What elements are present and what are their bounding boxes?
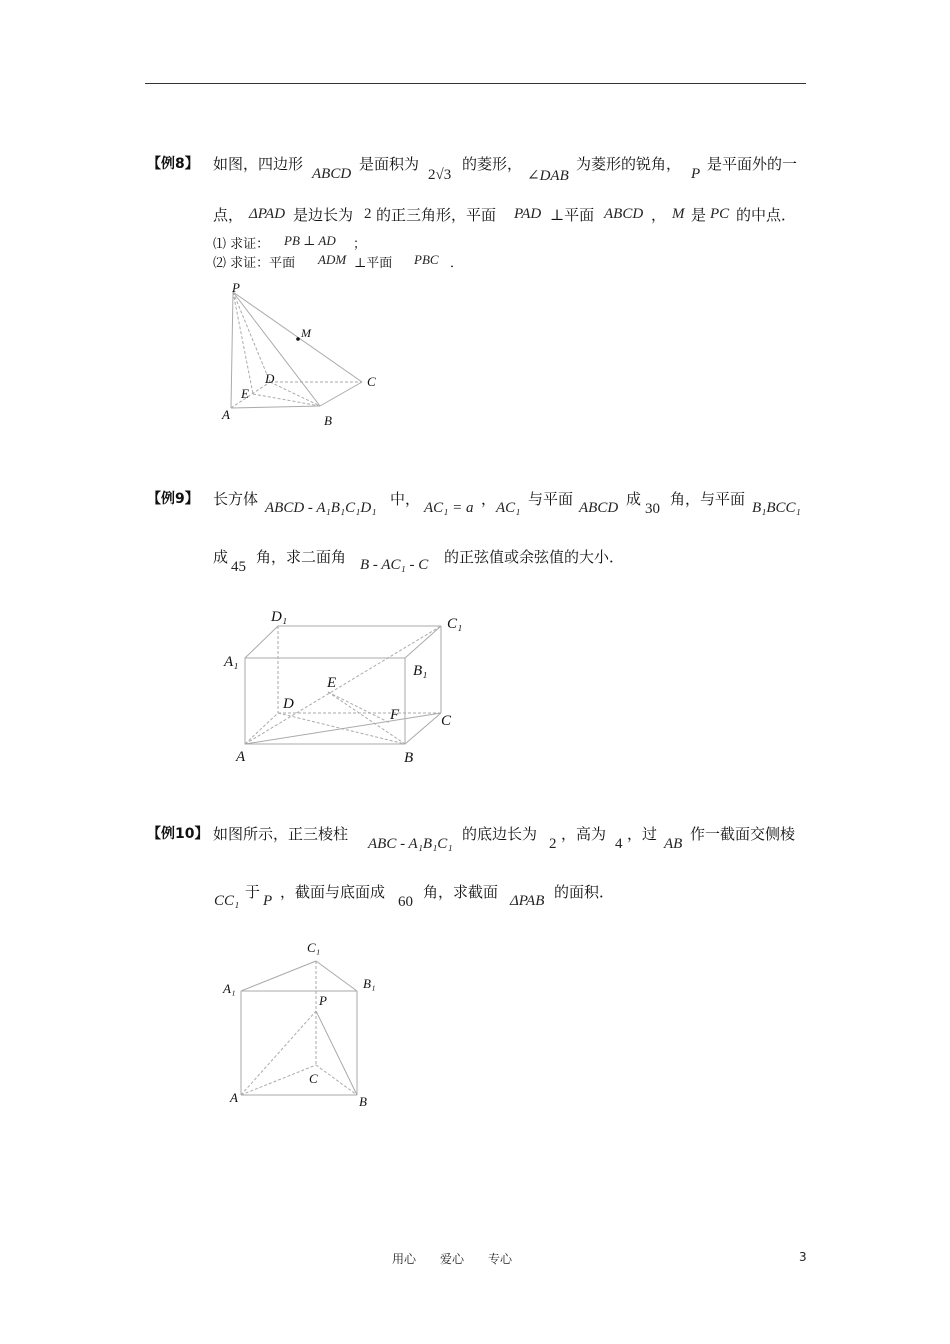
ex8-text: ． (450, 256, 464, 271)
example-10-tag: 【例10】 (147, 826, 209, 842)
label-b: B (324, 413, 332, 428)
ex8-math: ABCD (312, 166, 352, 182)
ex10-text: 作一截面交侧棱 (690, 825, 796, 843)
ex8-math: PAD (514, 206, 542, 222)
example-9-tag: 【例9】 (147, 491, 199, 507)
ex8-math: ∠DAB (527, 168, 569, 184)
label-p: P (319, 993, 327, 1008)
ex8-math: PB ⊥ AD (284, 233, 336, 248)
header-rule (145, 83, 806, 84)
label-b1: B₁ (363, 976, 376, 991)
ex8-text: 如图，四边形 (213, 155, 304, 173)
label-a1: A₁ (224, 654, 239, 670)
ex10-math: ABC - A₁B₁C₁ (368, 836, 453, 852)
ex9-text: 中， (390, 490, 421, 508)
ex10-text: 的面积． (554, 883, 615, 901)
ex8-math: PBC (414, 252, 439, 267)
ex8-math: 2√3 (428, 167, 452, 183)
ex8-text: 为菱形的锐角， (576, 155, 682, 173)
ex8-text: 是边长为 (293, 206, 354, 224)
label-a1: A₁ (223, 981, 236, 996)
ex9-math: AC₁ (496, 500, 521, 516)
label-e: E (241, 386, 249, 401)
figure-ex9-box (215, 600, 480, 770)
ex9-math: ABCD (579, 500, 619, 516)
ex9-math: B₁BCC₁ (752, 500, 801, 516)
label-c: C (441, 713, 452, 729)
ex8-text: 是 (691, 206, 707, 224)
ex9-text: 角，与平面 (670, 490, 746, 508)
label-b1: B₁ (413, 663, 428, 679)
ex10-text: 角，求截面 (423, 883, 499, 901)
ex10-math: 60 (398, 894, 413, 910)
ex8-text: ⊥平面 (354, 256, 393, 271)
ex8-text: 是平面外的一 (707, 155, 798, 173)
ex9-text: ， (481, 490, 497, 508)
ex8-math: P (691, 166, 701, 182)
ex8-math: ADM (318, 252, 347, 267)
label-c: C (309, 1071, 318, 1086)
ex8-math: 2 (364, 206, 372, 222)
ex10-text: ，截面与底面成 (280, 883, 386, 901)
ex8-q2: ⑵ 求证：平面 (213, 256, 296, 271)
ex9-text: 与平面 (528, 490, 574, 508)
example-8-tag: 【例8】 (147, 156, 199, 172)
label-b: B (404, 750, 414, 766)
label-d: D (283, 696, 294, 712)
ex10-text: ，过 (627, 825, 658, 843)
ex8-math: M (672, 206, 685, 222)
ex10-math: 4 (615, 836, 623, 852)
label-d1: D₁ (271, 609, 288, 625)
label-d: D (265, 371, 275, 386)
ex10-text: 的底边长为 (462, 825, 538, 843)
label-a: A (236, 749, 246, 765)
ex9-math: AC₁ = a (424, 500, 474, 516)
ex8-q1: ⑴ 求证： (213, 237, 270, 252)
ex9-math: 30 (645, 501, 660, 517)
footer-slogan: 用心 爱心 专心 (392, 1252, 513, 1266)
figure-ex10-prism (215, 935, 395, 1115)
label-a: A (222, 407, 230, 422)
ex9-text: 成 (213, 548, 229, 566)
ex10-math: AB (664, 836, 683, 852)
label-a: A (230, 1090, 238, 1105)
ex10-text: 于 (245, 883, 261, 901)
ex8-math: ABCD (604, 206, 644, 222)
ex8-text: ， (651, 206, 667, 224)
label-e: E (327, 675, 337, 691)
ex9-text: 角，求二面角 (256, 548, 347, 566)
ex9-text: 成 (626, 490, 642, 508)
ex8-text: ； (353, 237, 367, 252)
ex8-text: 的中点． (736, 206, 797, 224)
ex9-text: 长方体 (213, 490, 259, 508)
ex10-text: 如图所示，正三棱柱 (213, 825, 349, 843)
ex10-math: ΔPAB (510, 893, 545, 909)
ex8-text: 的菱形， (462, 155, 523, 173)
page-number: 3 (799, 1250, 807, 1264)
ex8-math: ΔPAD (249, 206, 286, 222)
ex9-math: B - AC₁ - C (360, 557, 429, 573)
ex8-text: ⊥平面 (550, 206, 595, 224)
ex9-math: ABCD - A₁B₁C₁D₁ (265, 500, 377, 516)
ex8-text: 的正三角形，平面 (376, 206, 497, 224)
point-m (296, 337, 300, 341)
ex10-text: ，高为 (561, 825, 607, 843)
ex10-math: CC₁ (214, 893, 240, 909)
ex9-math: 45 (231, 559, 246, 575)
label-f: F (390, 707, 400, 723)
label-m: M (301, 326, 311, 340)
label-b: B (359, 1094, 367, 1109)
label-c1: C₁ (307, 940, 321, 955)
ex8-math: PC (710, 206, 730, 222)
ex9-text: 的正弦值或余弦值的大小． (444, 548, 625, 566)
figure-ex8-pyramid (215, 278, 395, 433)
label-p: P (232, 280, 240, 295)
ex8-text: 点， (213, 206, 244, 224)
ex8-text: 是面积为 (359, 155, 420, 173)
ex10-math: P (263, 893, 273, 909)
label-c1: C₁ (447, 616, 463, 632)
label-c: C (367, 374, 376, 389)
ex10-math: 2 (549, 836, 557, 852)
